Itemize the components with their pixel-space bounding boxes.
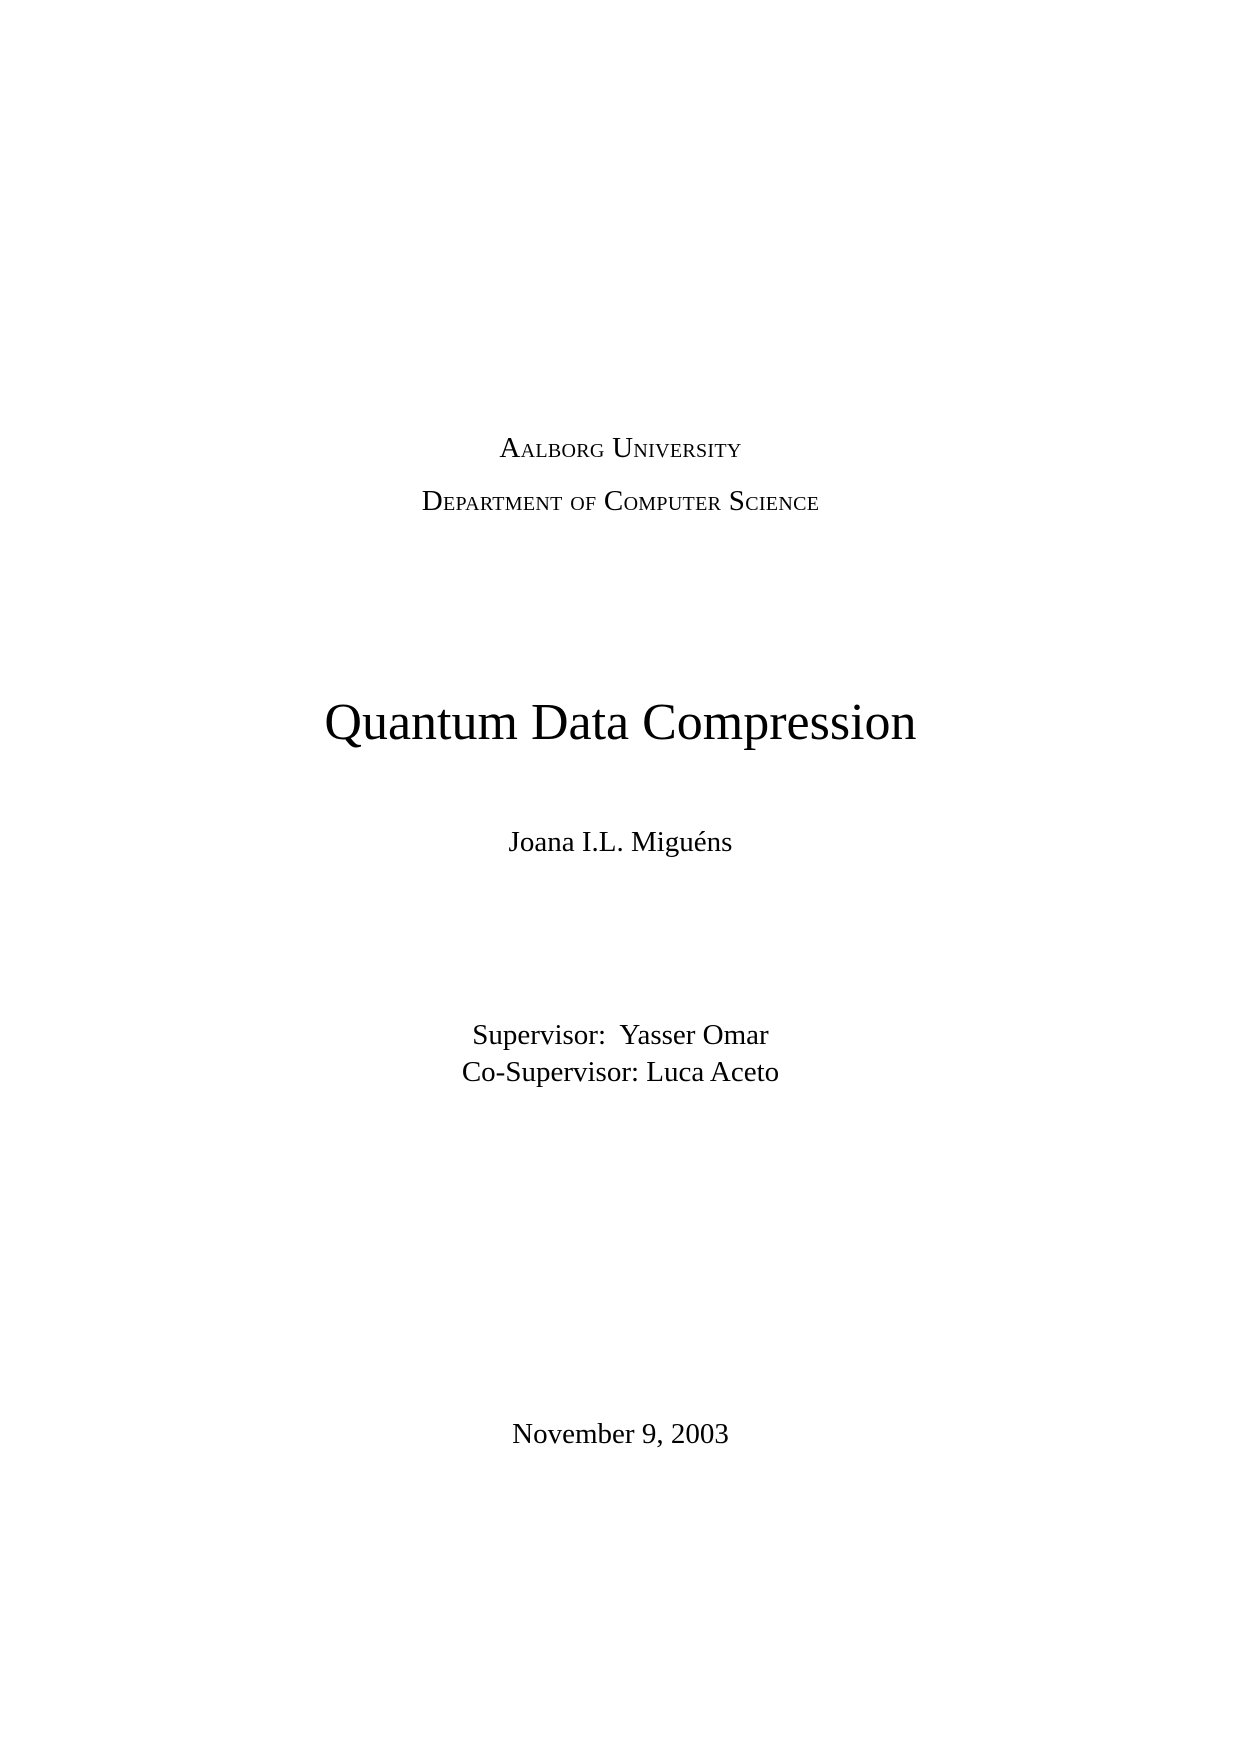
document-date: November 9, 2003	[512, 1418, 729, 1450]
author-name: Joana I.L. Miguéns	[508, 826, 733, 858]
co-supervisor-line: Co-Supervisor: Luca Aceto	[461, 1056, 780, 1088]
department-name: Department of Computer Science	[421, 485, 820, 517]
institution-name: Aalborg University	[499, 432, 742, 464]
document-title: Quantum Data Compression	[324, 694, 917, 751]
supervisor-line: Supervisor: Yasser Omar	[472, 1019, 769, 1051]
